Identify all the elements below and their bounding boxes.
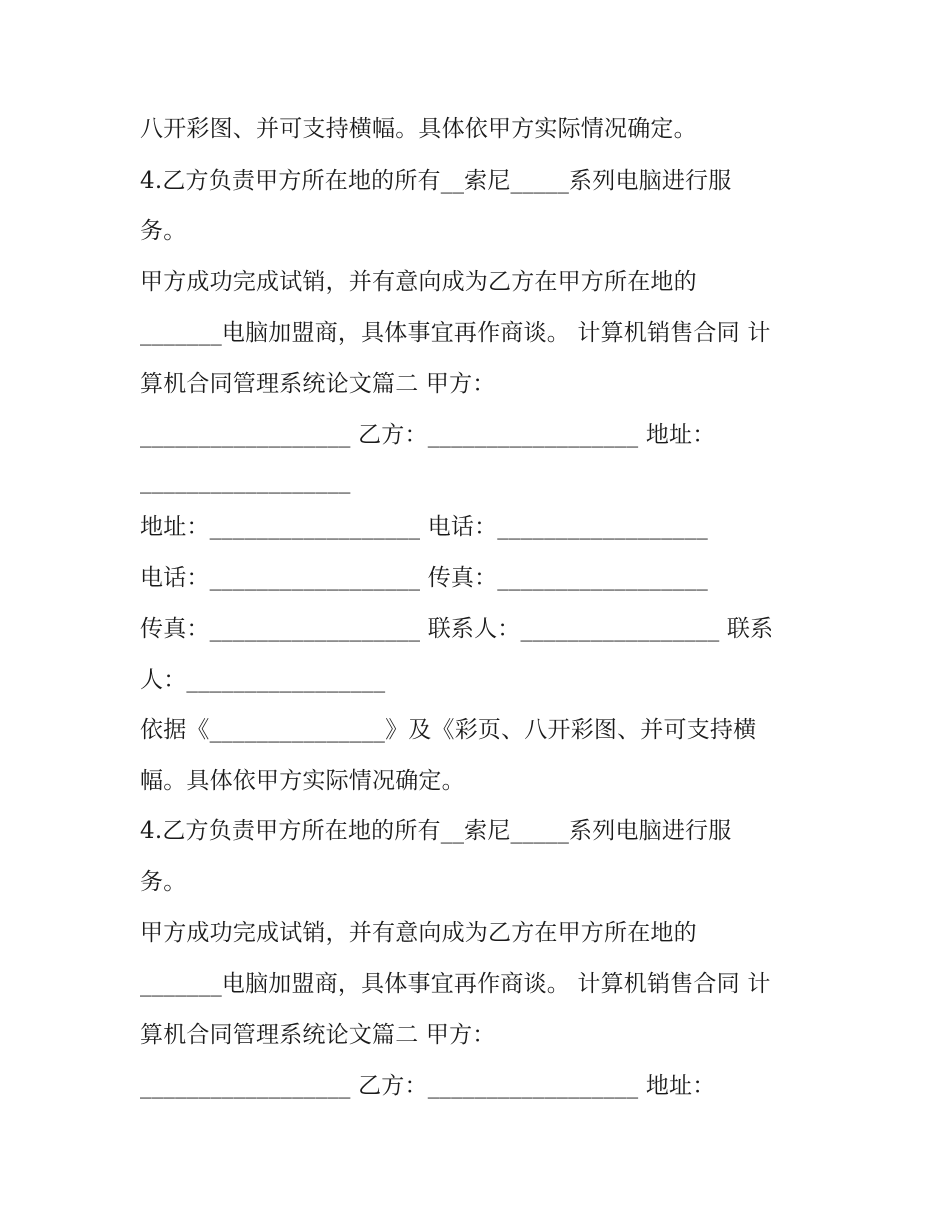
text-line: 幅。具体依甲方实际情况确定。 <box>140 768 465 794</box>
text-line: 依据《_______________》及《彩页、八开彩图、并可支持横 <box>140 717 757 743</box>
text-line: 地址：__________________ 电话：__________________ <box>140 514 708 540</box>
text-line: __________________ 乙方：__________________ 地址： <box>140 1073 716 1099</box>
text-line: 算机合同管理系统论文篇二 甲方： <box>140 1022 496 1048</box>
text-line: __________________ 乙方：__________________ 地址： <box>140 422 716 448</box>
text-line: 甲方成功完成试销，并有意向成为乙方在甲方所在地的 <box>140 269 697 295</box>
text-line: 人：_________________ <box>140 667 386 693</box>
text-line: 甲方成功完成试销，并有意向成为乙方在甲方所在地的 <box>140 920 697 946</box>
text-line: 4.乙方负责甲方所在地的所有__索尼_____系列电脑进行服 <box>140 818 732 844</box>
text-line: __________________ <box>140 468 351 494</box>
text-line: 务。 <box>140 869 187 895</box>
text-line: 八开彩图、并可支持横幅。具体依甲方实际情况确定。 <box>140 116 697 142</box>
text-line: 电话：__________________ 传真：__________________ <box>140 565 708 591</box>
text-line: 算机合同管理系统论文篇二 甲方： <box>140 371 496 397</box>
text-line: 传真：__________________ 联系人：_________________ 联系 <box>140 616 774 642</box>
text-line: 务。 <box>140 218 187 244</box>
text-line: _______电脑加盟商，具体事宜再作商谈。 计算机销售合同 计 <box>140 971 771 997</box>
text-line: 4.乙方负责甲方所在地的所有__索尼_____系列电脑进行服 <box>140 168 732 194</box>
text-line: _______电脑加盟商，具体事宜再作商谈。 计算机销售合同 计 <box>140 320 771 346</box>
